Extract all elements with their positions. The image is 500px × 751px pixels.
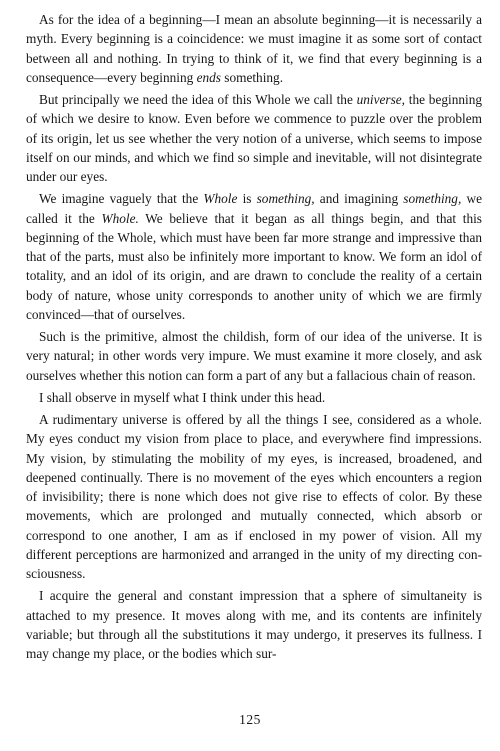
paragraph-observe-myself xyxy=(26,388,482,407)
paragraph-universe-whole xyxy=(26,90,482,186)
text-run: We imagine vaguely that the xyxy=(39,191,204,207)
text-run: A rudimentary universe is offered by all the things I see, considered as a whole. My eyes conduct my vision from place to place, and everywhere find impressions. My vision, by stimulating the mobility of my eyes, is increased, broadened, and deepened continually. There is no movement of the eyes which encounters a region of invisibility; there is none which does not give rise to effects of color. By these movements, which are prolonged and mutually connected, which absorb or correspond to one another, I am as if enclosed in my power of vision. All my different perceptions are harmonized and arranged in the unity of my directing consciousness. xyxy=(26,412,482,581)
paragraph-sphere-of-simultaneity xyxy=(26,586,482,663)
paragraph-beginning-myth xyxy=(26,10,482,87)
text-run: We believe that it began as all things begin, and that this beginning of the Whole, which must have been far more strange and impressive than that of the parts, must also be infinitely more important to know. We form an idol of totality, and an idol of its origin, and are drawn to conclude the reality of a certain body of nature, whose unity corresponds to another unity of which we are firmly convinced—that of ourselves. xyxy=(26,210,482,322)
book-page-text xyxy=(26,10,482,663)
italic-text: Whole. xyxy=(101,210,139,226)
paragraph-primitive-form xyxy=(26,327,482,385)
italic-text: ends xyxy=(196,69,221,85)
text-run: we called it the xyxy=(26,191,482,226)
text-run: Such is the primitive, almost the childish, form of our idea of the universe. It is very natural; in other words very impure. We must examine it more closely, and ask ourselves whether this notion can form a part of any but a fallacious chain of reason. xyxy=(26,329,482,383)
italic-text: something, xyxy=(256,191,315,207)
paragraph-idol-of-totality xyxy=(26,189,482,324)
text-run: I acquire the general and constant impression that a sphere of simultaneity is attached to my presence. It moves along with me, and its contents are infinitely variable; but through all the substitutions it may undergo, it preserves its fullness. I may change my place, or the bodies which sur- xyxy=(26,588,482,661)
text-run: something. xyxy=(220,69,284,85)
italic-text: Whole xyxy=(203,191,238,207)
text-run: and imagining xyxy=(314,191,404,207)
text-run: As for the idea of a beginning—I mean an absolute beginning—it is necessarily a myth. Every beginning is a coincidence: we must imagine it as some sort of contact between all and nothing. In trying to think of it, we find that every beginning is a consequence—every beginning xyxy=(26,12,482,85)
text-run: the beginning of which we desire to know. Even before we commence to puzzle over the problem of its origin, let us see whether the very notion of a universe, which seems to impose itself on our minds, and which we find so simple and inevitable, will not disintegrate under our eyes. xyxy=(26,92,482,184)
italic-text: something, xyxy=(403,191,462,207)
page-number: 125 xyxy=(239,712,261,727)
text-run: But principally we need the idea of this Whole we call the xyxy=(39,92,357,107)
paragraph-rudimentary-universe xyxy=(26,410,482,583)
text-run: is xyxy=(237,191,257,207)
italic-text: universe, xyxy=(356,92,405,107)
text-run: I shall observe in myself what I think under this head. xyxy=(39,389,326,405)
